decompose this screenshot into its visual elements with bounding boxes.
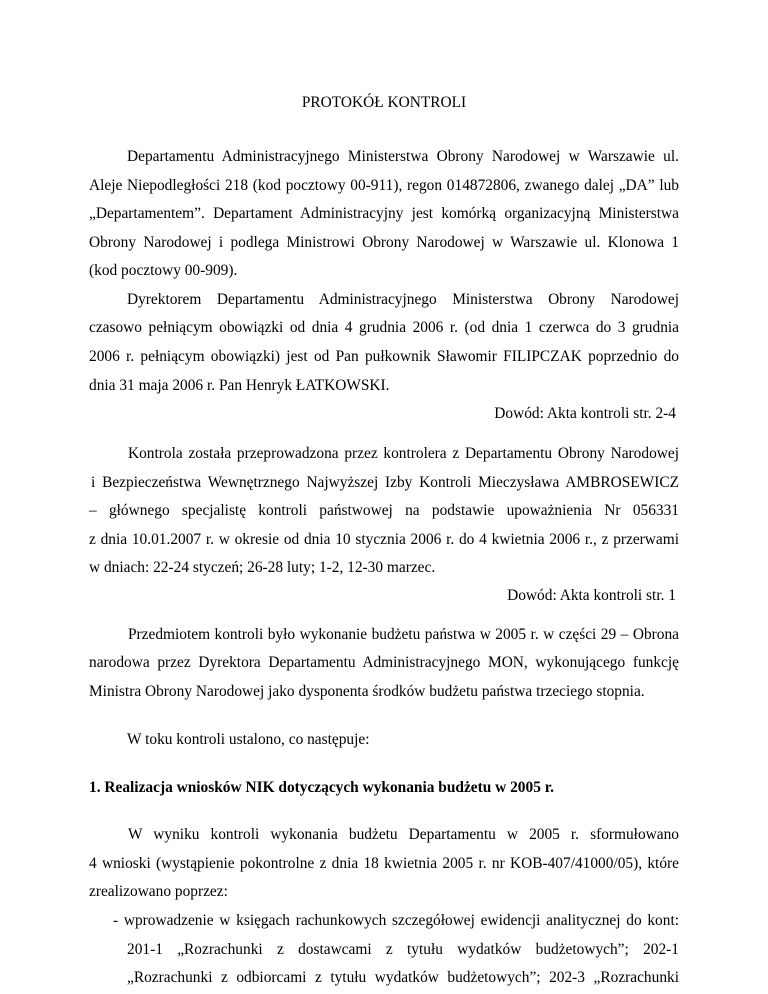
para1-line-5: (kod pocztowy 00-909). [89, 262, 238, 280]
para3-line-5: w dniach: 22-24 styczeń; 26-28 luty; 1-2, 12-30 marzec. [89, 559, 436, 577]
para1-line-3: „Departamentem”. Departament Administracyjny jest komórką organizacyjną Ministerstwa [89, 205, 679, 223]
para5-line-3: zrealizowano poprzez: [89, 883, 228, 901]
evidence-note-1: Dowód: Akta kontroli str. 2-4 [494, 405, 676, 422]
para5-line-1: W wyniku kontroli wykonania budżetu Departamentu w 2005 r. sformułowano [128, 826, 679, 844]
para2-line-1: Dyrektorem Departamentu Administracyjnego Ministerstwa Obrony Narodowej [127, 290, 679, 308]
para2-line-3: 2006 r. pełniącym obowiązki) jest od Pan pułkownik Sławomir FILIPCZAK poprzednio do [89, 347, 679, 365]
para4-line-1: Przedmiotem kontroli było wykonanie budżetu państwa w 2005 r. w części 29 – Obrona [128, 625, 679, 643]
bullet1-line-2: 201-1 „Rozrachunki z dostawcami z tytułu wydatków budżetowych”; 202-1 [127, 940, 679, 958]
bullet1-line-3: „Rozrachunki z odbiorcami z tytułu wydatków budżetowych”; 202-3 „Rozrachunki [127, 969, 679, 986]
para3-line-2: i Bezpieczeństwa Wewnętrznego Najwyższej Izby Kontroli Mieczysława AMBROSEWICZ [91, 473, 679, 491]
para1-line-2: Aleje Niepodległości 218 (kod pocztowy 00-911), regon 014872806, zwanego dalej „DA” lub [89, 176, 679, 194]
para1-line-4: Obrony Narodowej i podlega Ministrowi Obrony Narodowej w Warszawie ul. Klonowa 1 [89, 233, 679, 251]
para4-line-3: Ministra Obrony Narodowej jako dysponenta środków budżetu państwa trzeciego stopnia. [89, 682, 645, 700]
para2-line-2: czasowo pełniącym obowiązki od dnia 4 grudnia 2006 r. (od dnia 1 czerwca do 3 grudnia [89, 319, 679, 337]
para5-line-2: 4 wnioski (wystąpienie pokontrolne z dnia 18 kwietnia 2005 r. nr KOB-407/41000/05), które [89, 854, 679, 872]
para3-line-3: – głównego specjalistę kontroli państwowej na podstawie upoważnienia Nr 056331 [89, 502, 679, 519]
para4-line-2: narodowa przez Dyrektora Departamentu Administracyjnego MON, wykonującego funkcję [89, 654, 679, 672]
section-1-heading: 1. Realizacja wniosków NIK dotyczących wykonania budżetu w 2005 r. [89, 778, 555, 796]
para3-line-4: z dnia 10.01.2007 r. w okresie od dnia 10 stycznia 2006 r. do 4 kwietnia 2006 r., z przerwami [89, 530, 679, 548]
para1-line-1: Departamentu Administracyjnego Ministerstwa Obrony Narodowej w Warszawie ul. [127, 148, 679, 166]
document-title: PROTOKÓŁ KONTROLI [301, 94, 467, 111]
findings-intro: W toku kontroli ustalono, co następuje: [127, 731, 370, 749]
bullet1-line-1: - wprowadzenie w księgach rachunkowych szczegółowej ewidencji analitycznej do kont: [113, 911, 679, 929]
evidence-note-2: Dowód: Akta kontroli str. 1 [507, 586, 676, 604]
para2-line-4: dnia 31 maja 2006 r. Pan Henryk ŁATKOWSKI. [89, 376, 390, 394]
para3-line-1: Kontrola została przeprowadzona przez kontrolera z Departamentu Obrony Narodowej [128, 445, 679, 462]
